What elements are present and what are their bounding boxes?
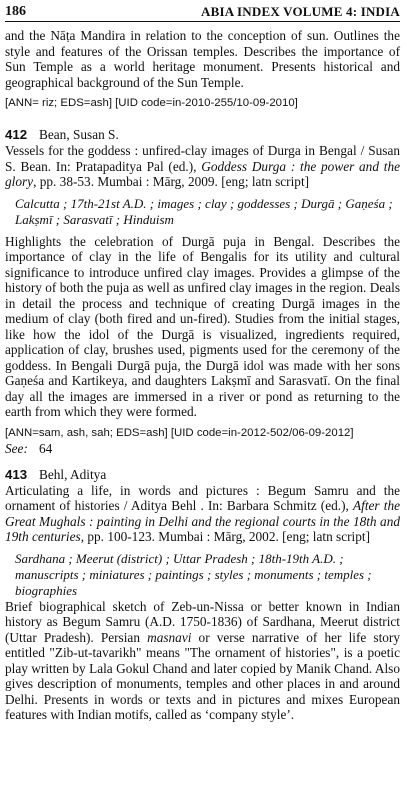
entry-413-author: Behl, Aditya [39, 466, 107, 482]
entry-413-citation: Articulating a life, in words and pictures : Begum Samru and the ornament of histories / Aditya Behl . In: Barbara Schmitz (ed.), After the Great Mughals : painting in Delhi and the regional courts in the 18th and 19th centuries, pp. 100-123. Mumbai : Mārg, 2002. [eng; latn script] [5, 482, 400, 544]
see-reference: 64 [39, 440, 53, 456]
entry-412-number: 412 [5, 127, 28, 142]
running-title: ABIA INDEX VOLUME 4: INDIA [200, 4, 400, 19]
entry-412-meta: [ANN=sam, ash, sah; EDS=ash] [UID code=in-2012-502/06-09-2012] [5, 426, 354, 439]
see-label: See: [5, 440, 28, 456]
entry-continuation-meta: [ANN= riz; EDS=ash] [UID code=in-2010-255/10-09-2010] [5, 97, 298, 109]
entry-413-abstract: Brief biographical sketch of Zeb-un-Nissa or better known in Indian history as Begum Samru (A.D. 1750-1836) of Sardhana, Meerut district (Uttar Pradesh). Persian masnavi or verse narrative of her life story entitled "Zib-ut-tavarikh" means "The ornament of histories", is a poetic play written by Lala Gokul Chand and later copied by Manik Chand. Also gives description of monuments, temples and other places in and around Delhi. Presents in words or texts and in pictures and mixes European features with Indian motifs, called as ‘company style’. [5, 598, 401, 722]
entry-412-see-also [5, 441, 400, 457]
entry-413-book-title: After the Great Mughals : painting in Delhi and the regional courts in the 18th and 19th centuries [5, 498, 400, 544]
entry-413-number: 413 [5, 466, 28, 482]
entry-412-keywords: Calcutta ; 17th-21st A.D. ; images ; clay ; goddesses ; Durgā ; Gaṇeśa ; Lakṣmī ; Sarasvatī ; Hinduism [15, 195, 393, 227]
page-header [5, 4, 400, 20]
masnavi-term: masnavi [147, 629, 192, 645]
page-number: 186 [5, 4, 26, 19]
entry-continuation-abstract: and the Nāṭa Mandira in relation to the conception of sun. Outlines the style and features of the Orissan temples. Describes the importance of Sun Temple as a world heritage monument. Presents historical and geographical background of the Sun Temple. [5, 28, 400, 90]
header-rule [5, 21, 400, 22]
entry-412-abstract: Highlights the celebration of Durgā puja in Bengal. Describes the importance of clay in the life of Bengalis for its utility and cultural significance to introduce unfired clay images. Provides a glimpse of the history of both the puja as well as unfired clay images in the region. Deals in detail the process and technique of creating Durgā images in the medium of clay (both fired and un-fired). Studies from the initial stages, like how the idol of the Durgā is visualized, ingredients required, application of clay, brushes used, pigments used for the ceremony of the goddess. In Bengali Durgā puja, the Durgā idol was made with her sons Gaṇeśa and Kartikeya, and daughters Lakṣmī and Sarasvatī. On the final day all the images are immersed in a river or pond as returning to the earth from which they were formed. [5, 233, 400, 419]
entry-413-keywords: Sardhana ; Meerut (district) ; Uttar Pradesh ; 18th-19th A.D. ; manuscripts ; miniatures ; paintings ; styles ; monuments ; temples ; biographies [15, 550, 372, 598]
entry-412-book-title: Goddess Durga : the power and the glory [5, 158, 400, 189]
entry-413-heading [5, 467, 400, 483]
entry-412-author: Bean, Susan S. [39, 127, 119, 142]
entry-412-citation: Vessels for the goddess : unfired-clay images of Durga in Bengal / Susan S. Bean. In: Pratapaditya Pal (ed.), Goddess Durga : the power and the glory, pp. 38-53. Mumbai : Mārg, 2009. [eng; latn script] [5, 143, 400, 189]
entry-412-heading [5, 127, 400, 143]
